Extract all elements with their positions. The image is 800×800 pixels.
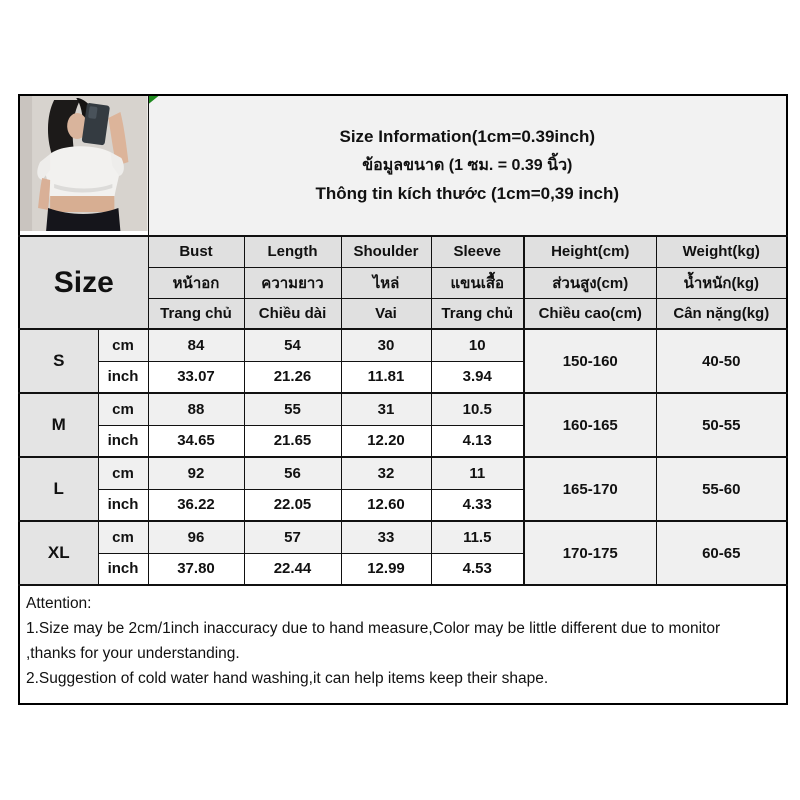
size-row-label-xl: XL [19,521,98,585]
attention-note [19,585,787,704]
xl-shoulder-inch: 12.99 [341,553,431,585]
attention-heading: Attention: [26,595,92,612]
l-length-inch: 22.05 [244,489,341,521]
unit-label-cm: cm [98,329,148,361]
m-shoulder-inch: 12.20 [341,425,431,457]
size-row-label-l: L [19,457,98,521]
unit-label-cm: cm [98,393,148,425]
xl-length-inch: 22.44 [244,553,341,585]
s-shoulder-inch: 11.81 [341,361,431,393]
s-sleeve-cm: 10 [431,329,524,361]
xl-sleeve-cm: 11.5 [431,521,524,553]
unit-label-inch: inch [98,553,148,585]
l-weight-range: 55-60 [656,457,787,521]
column-header-height-en: Height(cm) [524,236,656,267]
s-shoulder-cm: 30 [341,329,431,361]
column-header-sleeve-vi: Trang chủ [431,298,524,329]
column-header-length-th: ความยาว [244,267,341,298]
unit-label-cm: cm [98,521,148,553]
product-photo [19,95,148,236]
size-row-label-s: S [19,329,98,393]
s-length-inch: 21.26 [244,361,341,393]
m-sleeve-cm: 10.5 [431,393,524,425]
l-sleeve-cm: 11 [431,457,524,489]
l-shoulder-cm: 32 [341,457,431,489]
xl-bust-cm: 96 [148,521,244,553]
xl-weight-range: 60-65 [656,521,787,585]
l-length-cm: 56 [244,457,341,489]
l-bust-cm: 92 [148,457,244,489]
size-row-label-m: M [19,393,98,457]
m-bust-inch: 34.65 [148,425,244,457]
column-header-bust-vi: Trang chủ [148,298,244,329]
unit-label-inch: inch [98,425,148,457]
m-shoulder-cm: 31 [341,393,431,425]
attention-line-1: 1.Size may be 2cm/1inch inaccuracy due to hand measure,Color may be little different due to monitor [26,620,721,637]
s-height-range: 150-160 [524,329,656,393]
xl-shoulder-cm: 33 [341,521,431,553]
s-weight-range: 40-50 [656,329,787,393]
m-height-range: 160-165 [524,393,656,457]
m-weight-range: 50-55 [656,393,787,457]
l-height-range: 165-170 [524,457,656,521]
column-header-bust-th: หน้าอก [148,267,244,298]
l-bust-inch: 36.22 [148,489,244,521]
m-length-inch: 21.65 [244,425,341,457]
title-thai: ข้อมูลขนาด (1 ซม. = 0.39 นิ้ว) [362,157,573,174]
xl-height-range: 170-175 [524,521,656,585]
column-header-shoulder-en: Shoulder [341,236,431,267]
column-header-shoulder-th: ไหล่ [341,267,431,298]
column-header-weight-th: น้ำหนัก(kg) [656,267,787,298]
column-header-length-en: Length [244,236,341,267]
unit-label-inch: inch [98,361,148,393]
column-header-weight-en: Weight(kg) [656,236,787,267]
s-bust-cm: 84 [148,329,244,361]
m-bust-cm: 88 [148,393,244,425]
attention-line-2: 2.Suggestion of cold water hand washing,it can help items keep their shape. [26,670,549,687]
unit-label-inch: inch [98,489,148,521]
l-sleeve-inch: 4.33 [431,489,524,521]
xl-bust-inch: 37.80 [148,553,244,585]
l-shoulder-inch: 12.60 [341,489,431,521]
m-sleeve-inch: 4.13 [431,425,524,457]
size-table [18,94,788,705]
m-length-cm: 55 [244,393,341,425]
column-header-height-th: ส่วนสูง(cm) [524,267,656,298]
column-header-sleeve-en: Sleeve [431,236,524,267]
size-header: Size [19,236,148,329]
s-sleeve-inch: 3.94 [431,361,524,393]
column-header-sleeve-th: แขนเสื้อ [431,267,524,298]
xl-length-cm: 57 [244,521,341,553]
column-header-bust-en: Bust [148,236,244,267]
title-english: Size Information(1cm=0.39inch) [339,127,596,146]
xl-sleeve-inch: 4.53 [431,553,524,585]
title-vietnamese: Thông tin kích thước (1cm=0,39 inch) [315,184,620,203]
s-bust-inch: 33.07 [148,361,244,393]
column-header-height-vi: Chiều cao(cm) [524,298,656,329]
title-cell [148,95,787,236]
s-length-cm: 54 [244,329,341,361]
attention-line-1b: ,thanks for your understanding. [26,645,240,662]
mirror-selfie-illustration [20,96,148,231]
column-header-weight-vi: Cân nặng(kg) [656,298,787,329]
unit-label-cm: cm [98,457,148,489]
column-header-length-vi: Chiều dài [244,298,341,329]
column-header-shoulder-vi: Vai [341,298,431,329]
